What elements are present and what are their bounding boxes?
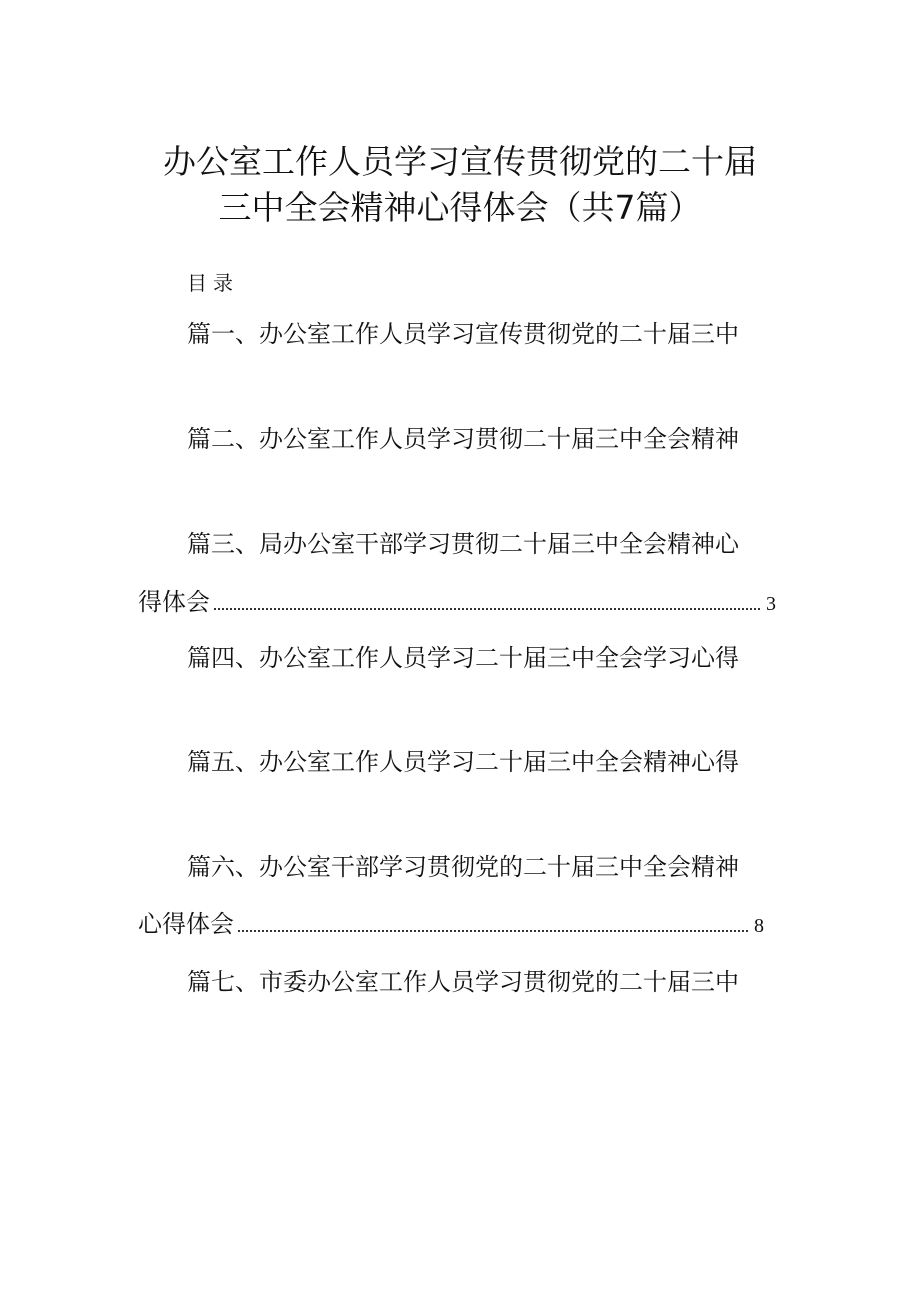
toc-entry-3-continuation[interactable]: [138, 586, 776, 620]
toc-entry-3-page-number: 3: [766, 593, 776, 615]
toc-entry-3[interactable]: 篇三、局办公室干部学习贯彻二十届三中全会精神心: [187, 530, 739, 558]
toc-entry-6-continuation-text: 心得体会: [138, 910, 234, 938]
toc-entry-1[interactable]: 篇一、办公室工作人员学习宣传贯彻党的二十届三中: [187, 320, 739, 348]
toc-heading: 目录: [187, 271, 239, 295]
toc-entry-2[interactable]: 篇二、办公室工作人员学习贯彻二十届三中全会精神: [187, 425, 739, 453]
document-title-line-1: 办公室工作人员学习宣传贯彻党的二十届: [163, 142, 757, 181]
toc-entry-6-page-number: 8: [754, 915, 764, 937]
toc-leader-dots: [238, 930, 748, 932]
toc-entry-4[interactable]: 篇四、办公室工作人员学习二十届三中全会学习心得: [187, 644, 739, 672]
toc-entry-6-continuation[interactable]: [138, 908, 764, 942]
toc-leader-dots: [214, 608, 760, 610]
toc-entry-3-continuation-text: 得体会: [138, 588, 210, 616]
toc-entry-5[interactable]: 篇五、办公室工作人员学习二十届三中全会精神心得: [187, 748, 739, 776]
toc-entry-6[interactable]: 篇六、办公室干部学习贯彻党的二十届三中全会精神: [187, 853, 739, 881]
toc-entry-7[interactable]: 篇七、市委办公室工作人员学习贯彻党的二十届三中: [187, 968, 739, 996]
document-title-line-2: 三中全会精神心得体会（共7篇）: [218, 188, 702, 227]
